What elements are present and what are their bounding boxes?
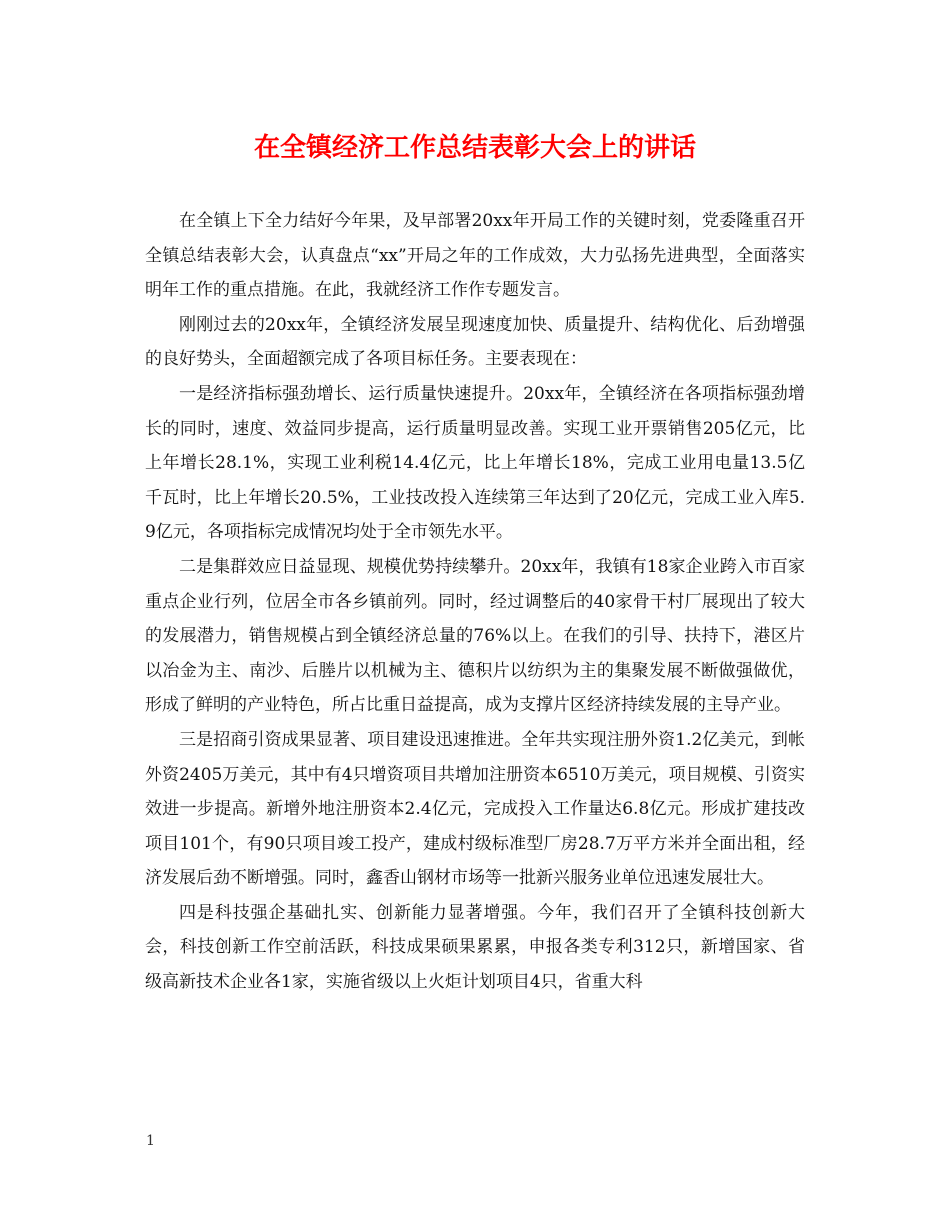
paragraph-investment: 三是招商引资成果显著、项目建设迅速推进。全年共实现注册外资1.2亿美元，到帐外资2405万美元，其中有4只增资项目共增加注册资本6510万美元，项目规模、引资实效进一步提高。新增外地注册资本2.4亿元，完成投入工作量达6.8亿元。形成扩建技改项目101个，有90只项目竣工投产，建成村级标准型厂房28.7万平方米并全面出租，经济发展后劲不断增强。同时，鑫香山钢材市场等一批新兴服务业单位迅速发展壮大。 xyxy=(145,729,805,889)
document-body xyxy=(145,204,805,1000)
page-number: 1 xyxy=(146,1133,155,1149)
paragraph-intro: 在全镇上下全力结好今年果，及早部署20xx年开局工作的关键时刻，党委隆重召开全镇总结表彰大会，认真盘点“xx”开局之年的工作成效，大力弘扬先进典型，全面落实明年工作的重点措施。在此，我就经济工作作专题发言。 xyxy=(145,211,805,301)
paragraph-overview: 刚刚过去的20xx年，全镇经济发展呈现速度加快、质量提升、结构优化、后劲增强的良好势头，全面超额完成了各项目标任务。主要表现在： xyxy=(145,314,805,370)
paragraph-technology: 四是科技强企基础扎实、创新能力显著增强。今年，我们召开了全镇科技创新大会，科技创新工作空前活跃，科技成果硕果累累，申报各类专利312只，新增国家、省级高新技术企业各1家，实施省级以上火炬计划项目4只，省重大科 xyxy=(145,902,805,993)
paragraph-cluster-effect: 二是集群效应日益显现、规模优势持续攀升。20xx年，我镇有18家企业跨入市百家重点企业行列，位居全市各乡镇前列。同时，经过调整后的40家骨干村厂展现出了较大的发展潜力，销售规模占到全镇经济总量的76%以上。在我们的引导、扶持下，港区片以冶金为主、南沙、后塍片以机械为主、德积片以纺织为主的集聚发展不断做强做优，形成了鲜明的产业特色，所占比重日益提高，成为支撑片区经济持续发展的主导产业。 xyxy=(145,556,805,716)
document-title: 在全镇经济工作总结表彰大会上的讲话 xyxy=(253,133,696,163)
paragraph-economic-indicators: 一是经济指标强劲增长、运行质量快速提升。20xx年，全镇经济在各项指标强劲增长的同时，速度、效益同步提高，运行质量明显改善。实现工业开票销售205亿元，比上年增长28.1%，实现工业利税14.4亿元，比上年增长18%，完成工业用电量13.5亿千瓦时，比上年增长20.5%，工业技改投入连续第三年达到了20亿元，完成工业入库5.9亿元，各项指标完成情况均处于全市领先水平。 xyxy=(145,383,805,543)
